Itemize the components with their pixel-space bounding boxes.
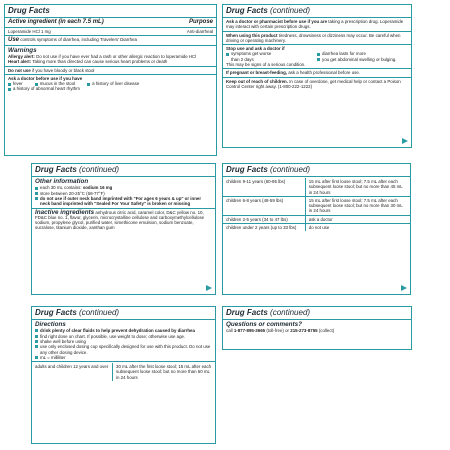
table-row: children 2-5 years (34 to 47 lbs) ask a doctor <box>223 215 410 223</box>
when-using-text: tiredness, drowsiness or dizziness may occur. Be careful when driving or operating machinery. <box>226 32 401 43</box>
tollfree-label: (toll-free) or <box>266 328 290 334</box>
questions-heading: Questions or comments? <box>226 321 302 328</box>
pregnant-text: ask a health professional before use. <box>288 70 360 76</box>
list-item: find right dose on chart. If possible, use weight to dose; otherwise use age. <box>32 334 215 339</box>
panel-title: Drug Facts <box>226 6 268 15</box>
active-ingredient-heading: Active ingredient (in each 7.5 mL) <box>8 19 104 25</box>
drug-facts-panel-2 <box>222 4 412 148</box>
list-item: store between 20-25°C (68-77°F) <box>32 191 215 196</box>
stop-use-label: Stop use and ask a doctor if <box>226 46 285 52</box>
keep-out-text: In case of overdose, get medical help or contact a Poison Control Center right away. (1-800-222-1222) <box>226 78 401 89</box>
continue-arrow-icon <box>402 138 408 144</box>
panel-title: Drug Facts <box>226 165 268 174</box>
continued-label: (continued) <box>79 165 120 174</box>
panel-title: Drug Facts <box>226 308 268 317</box>
donot-label: Do not use <box>8 67 31 73</box>
table-row: children 9-11 years (60-95 lbs) 15 mL after first loose stool; 7.5 mL after each subsequent loose stool; but no more than 45 mL in 24 hours <box>223 178 410 196</box>
list-item: fever <box>8 81 23 86</box>
list-item: drink plenty of clear fluids to help prevent dehydration caused by diarrhea <box>32 328 215 333</box>
inactive-heading: Inactive ingredients <box>35 208 95 216</box>
list-item: diarrhea lasts for more <box>317 51 366 56</box>
list-item: do not use if outer neck band imprinted with "For ages 6 years & up" or inner neck band imprinted with "Sealed For Your Safety" is broken or missing <box>32 196 215 207</box>
continued-label: (continued) <box>270 308 311 317</box>
when-using-label: When using this product <box>226 32 278 38</box>
use-heading: Use <box>8 37 20 44</box>
pregnant-label: If pregnant or breast-feeding, <box>226 70 287 76</box>
stop-text: than 2 days <box>231 56 254 62</box>
list-item: symptoms get worse <box>226 51 317 56</box>
table-row: adults and children 12 years and over 30 mL after the first loose stool; 15 mL after each subsequent loose stool; but no more than 60 mL in 24 hours <box>32 363 215 381</box>
continued-label: (continued) <box>270 165 311 174</box>
drug-facts-panel-5 <box>31 306 216 444</box>
purpose-heading: Purpose <box>188 19 213 25</box>
drug-facts-panel-4 <box>222 163 411 295</box>
dosage-table <box>32 363 215 381</box>
allergy-text: Do not use if you have ever had a rash or other allergic reaction to loperamide HCl <box>36 54 197 59</box>
stop-note: This may be signs of a serious condition. <box>226 62 306 68</box>
continue-arrow-icon <box>401 285 407 291</box>
keep-out-label: Keep out of reach of children. <box>226 78 288 84</box>
ask-pharmacist-label: Ask a doctor or pharmacist before use if you are <box>226 19 328 24</box>
list-item: shake well before using <box>32 339 215 344</box>
dosage-table <box>223 178 410 231</box>
use-text: controls symptoms of diarrhea, including Travelers' Diarrhea <box>20 37 138 43</box>
heart-text: Taking more than directed can cause serious heart problems or death <box>32 59 168 65</box>
active-purpose: Anti-diarrheal <box>186 29 213 34</box>
allergy-label: Allergy alert: <box>8 54 35 59</box>
inactive-text: anhydrous citric acid, caramel color, D&C yellow no. 10, FD&C blue no. 1, flavor, glycerin, microcrystalline cellulose and carboxymethylcellulose sodium, propylene glycol, purified water, simethicone emulsion, sodium benzoate, sucralose, titanium dioxide, xanthan gum <box>35 209 205 231</box>
table-row: children 6-8 years (48-59 lbs) 15 mL after first loose stool; 7.5 mL after each subsequent loose stool; but no more than 30 mL in 24 hours <box>223 196 410 215</box>
continue-arrow-icon <box>206 285 212 291</box>
list-item: each 30 mL contains: sodium 16 mg <box>32 185 215 190</box>
collect-label: (collect) <box>318 328 335 334</box>
list-item: a history of liver disease <box>87 81 139 86</box>
call-label: call <box>226 328 233 334</box>
donot-text: if you have bloody or black stool <box>31 67 95 73</box>
ask-doctor-label: Ask a doctor before use if you have <box>8 75 83 81</box>
drug-facts-panel-6 <box>222 306 412 350</box>
warnings-heading: Warnings <box>8 46 37 54</box>
heart-label: Heart alert: <box>8 59 32 65</box>
other-info-heading: Other information <box>35 178 89 185</box>
list-item: a history of abnormal heart rhythm <box>8 86 80 91</box>
drug-facts-panel-1 <box>4 4 217 156</box>
table-row: children under 2 years (up to 33 lbs) do not use <box>223 224 410 232</box>
list-item: you get abdominal swelling or bulging. <box>317 57 396 62</box>
continued-label: (continued) <box>270 6 311 15</box>
tollfree-number[interactable]: 1-877-895-3665 <box>233 328 266 334</box>
panel-title: Drug Facts <box>8 6 50 15</box>
drug-facts-panel-3 <box>31 163 216 295</box>
directions-heading: Directions <box>35 321 66 328</box>
panel-title: Drug Facts <box>35 308 77 317</box>
list-item: mL = milliliter <box>32 355 215 360</box>
list-item: use only enclosed dosing cup specifically designed for use with this product. Do not use any other dosing device. <box>32 344 215 355</box>
continued-label: (continued) <box>79 308 120 317</box>
collect-number[interactable]: 215-273-8755 <box>290 328 318 334</box>
active-ingredient: Loperamide HCl 1 mg <box>8 29 51 34</box>
list-item: mucus in the stool <box>35 81 75 86</box>
panel-title: Drug Facts <box>35 165 77 174</box>
ask-pharmacist-text: taking a prescription drug. Loperamide may interact with certain prescription drugs. <box>226 19 404 30</box>
